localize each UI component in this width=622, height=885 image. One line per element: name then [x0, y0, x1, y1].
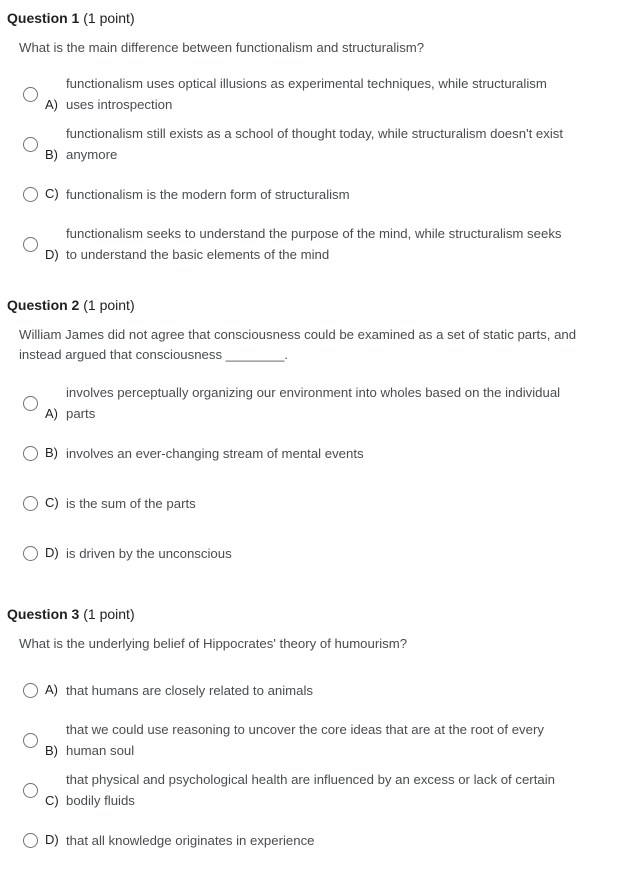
options-list	[0, 665, 622, 865]
radio-button[interactable]	[23, 546, 38, 561]
radio-button[interactable]	[23, 237, 38, 252]
question-points: (1 point)	[83, 606, 135, 622]
question-points: (1 point)	[83, 297, 135, 313]
option-text: that humans are closely related to animals	[66, 682, 314, 698]
option-text: functionalism uses optical illusions as experimental techniques, while structuralism uses introspection	[66, 76, 547, 112]
option-text: involves perceptually organizing our environment into wholes based on the individual parts	[66, 385, 561, 421]
question-prompt: William James did not agree that consciousness could be examined as a set of static parts, and instead argued that consciousness ________.	[19, 327, 577, 362]
option-letter: D)	[45, 247, 59, 262]
option-text: is the sum of the parts	[66, 495, 196, 511]
option-a[interactable]	[0, 69, 622, 119]
option-a[interactable]	[0, 378, 622, 428]
option-d[interactable]	[0, 528, 622, 578]
radio-button[interactable]	[23, 446, 38, 461]
option-letter: C)	[45, 793, 59, 808]
option-letter: D)	[45, 545, 59, 560]
option-letter: B)	[45, 147, 58, 162]
radio-button[interactable]	[23, 87, 38, 102]
option-c[interactable]	[0, 478, 622, 528]
radio-button[interactable]	[23, 783, 38, 798]
option-b[interactable]	[0, 428, 622, 478]
radio-button[interactable]	[23, 496, 38, 511]
option-text: functionalism seeks to understand the purpose of the mind, while structuralism seeks to understand the basic elements of the mind	[66, 226, 562, 262]
option-letter: A)	[45, 97, 58, 112]
option-letter: C)	[45, 495, 59, 510]
option-d[interactable]	[0, 219, 622, 269]
option-text: functionalism is the modern form of structuralism	[66, 186, 350, 202]
option-letter: A)	[45, 406, 58, 421]
option-b[interactable]	[0, 119, 622, 169]
option-letter: D)	[45, 832, 59, 847]
option-d[interactable]	[0, 815, 622, 865]
question-prompt: What is the underlying belief of Hippocrates' theory of humourism?	[19, 636, 408, 651]
option-text: functionalism still exists as a school of thought today, while structuralism doesn't exist anymore	[66, 126, 564, 162]
option-a[interactable]	[0, 665, 622, 715]
option-letter: C)	[45, 186, 59, 201]
radio-button[interactable]	[23, 396, 38, 411]
option-text: that physical and psychological health are influenced by an excess or lack of certain bodily fluids	[66, 772, 555, 808]
radio-button[interactable]	[23, 187, 38, 202]
question-number: Question 3	[7, 606, 80, 622]
question-prompt: What is the main difference between functionalism and structuralism?	[19, 40, 425, 55]
radio-button[interactable]	[23, 683, 38, 698]
option-text: involves an ever-changing stream of mental events	[66, 445, 364, 461]
option-text: is driven by the unconscious	[66, 545, 232, 561]
question-title	[7, 295, 135, 315]
radio-button[interactable]	[23, 733, 38, 748]
option-c[interactable]	[0, 765, 622, 815]
option-text: that all knowledge originates in experience	[66, 832, 315, 848]
option-text: that we could use reasoning to uncover the core ideas that are at the root of every human soul	[66, 722, 544, 758]
option-letter: A)	[45, 682, 58, 697]
options-list	[0, 69, 622, 269]
option-c[interactable]	[0, 169, 622, 219]
option-b[interactable]	[0, 715, 622, 765]
option-letter: B)	[45, 445, 58, 460]
radio-button[interactable]	[23, 833, 38, 848]
radio-button[interactable]	[23, 137, 38, 152]
options-list	[0, 378, 622, 578]
question-number: Question 1	[7, 10, 80, 26]
option-letter: B)	[45, 743, 58, 758]
question-points: (1 point)	[83, 10, 135, 26]
question-title	[7, 8, 135, 28]
question-title	[7, 604, 135, 624]
question-number: Question 2	[7, 297, 80, 313]
